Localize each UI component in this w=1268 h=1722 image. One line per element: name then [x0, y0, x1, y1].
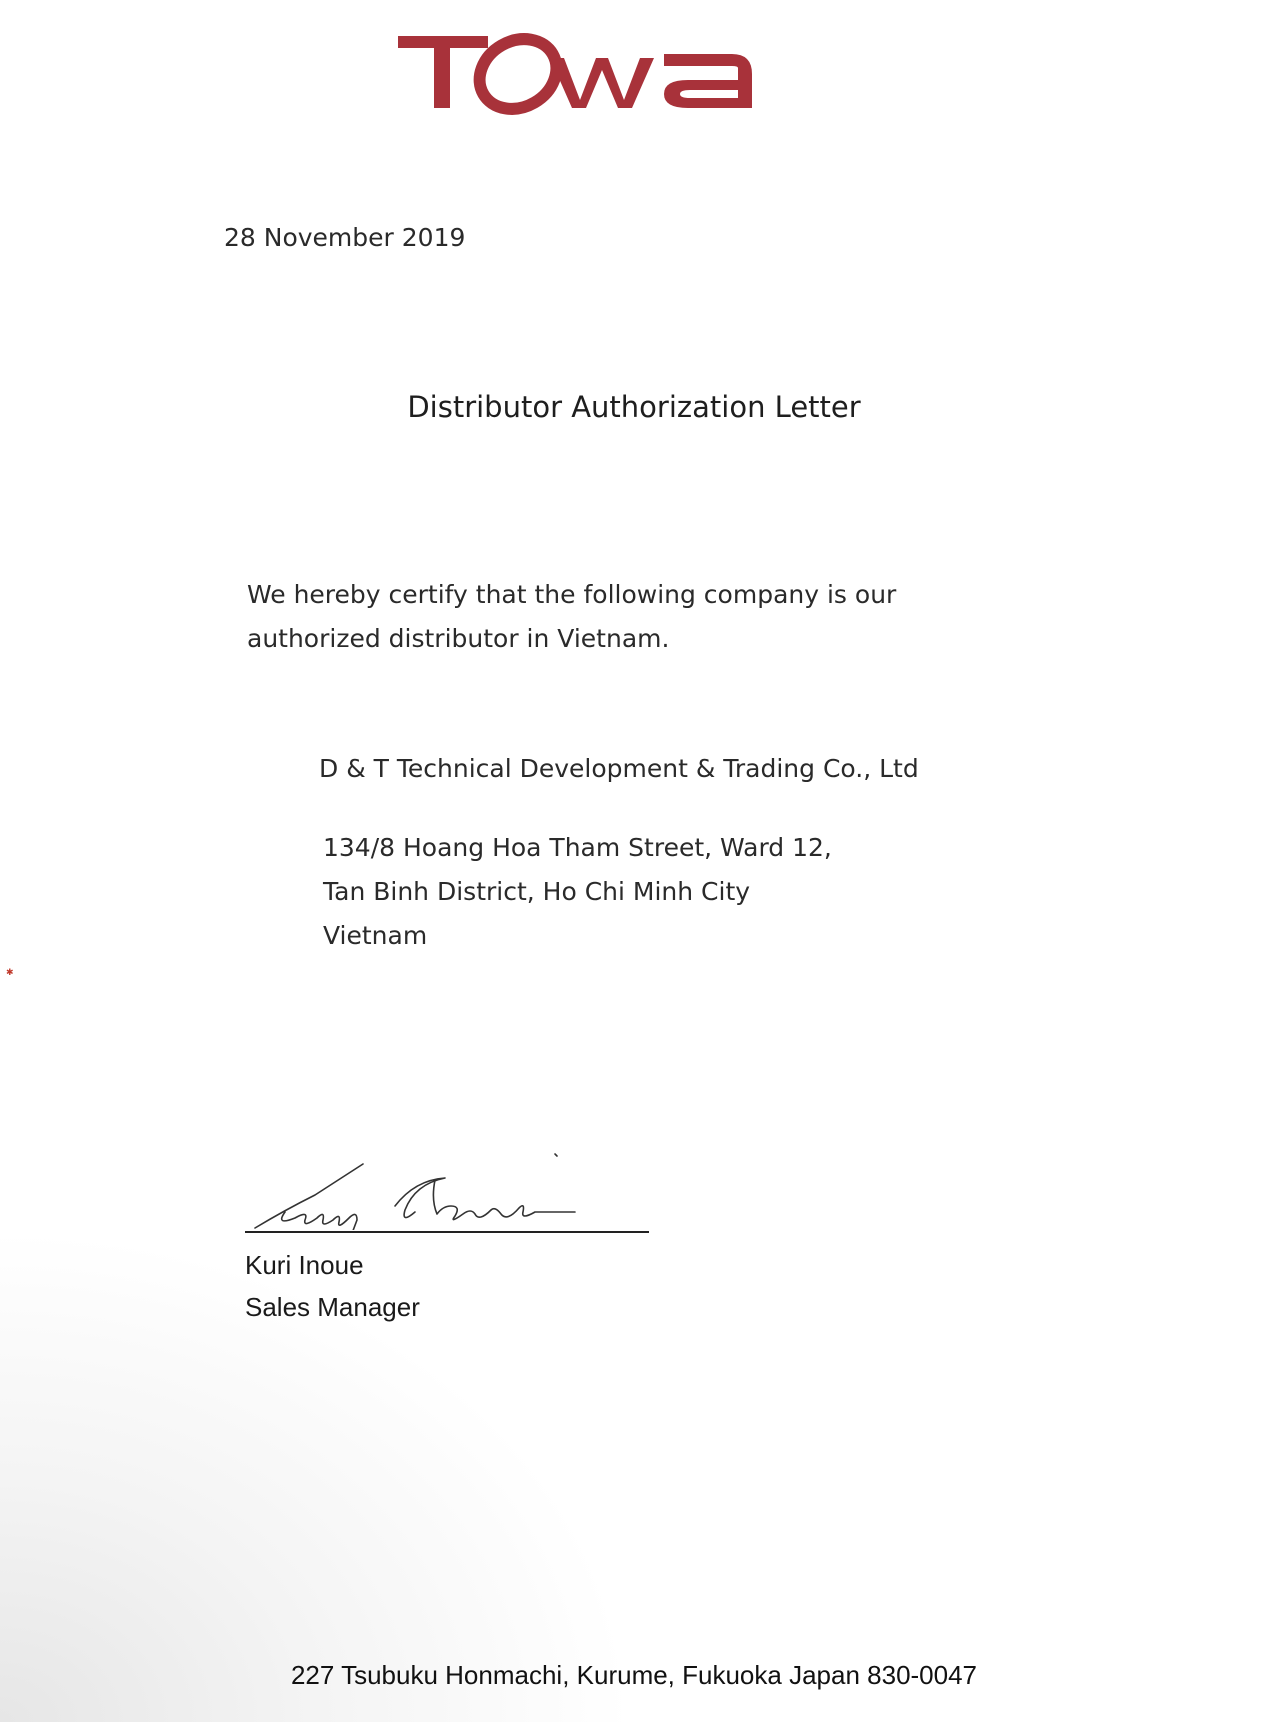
- letter-date: 28 November 2019: [224, 223, 466, 252]
- address-line: Vietnam: [323, 921, 428, 950]
- towa-logo-mark: [398, 28, 752, 120]
- letter-title: Distributor Authorization Letter: [407, 390, 861, 424]
- distributor-address: [323, 826, 832, 958]
- red-mark-icon: ✱: [6, 968, 14, 978]
- company-address-footer: 227 Tsubuku Honmachi, Kurume, Fukuoka Japan 830-0047: [290, 1660, 978, 1690]
- handwritten-signature-icon: [245, 1150, 645, 1230]
- signature-line: [245, 1231, 649, 1233]
- address-line: Tan Binh District, Ho Chi Minh City: [323, 877, 751, 906]
- distributor-company-name: D & T Technical Development & Trading Co., Ltd: [319, 754, 919, 783]
- signatory-name: Kuri Inoue: [245, 1250, 364, 1280]
- certification-text: We hereby certify that the following company is our authorized distributor in Vietnam.: [247, 580, 897, 653]
- signatory-position: Sales Manager: [245, 1292, 420, 1322]
- towa-logo: [392, 28, 792, 120]
- address-line: 134/8 Hoang Hoa Tham Street, Ward 12,: [323, 833, 832, 862]
- signatory-block: [245, 1244, 420, 1328]
